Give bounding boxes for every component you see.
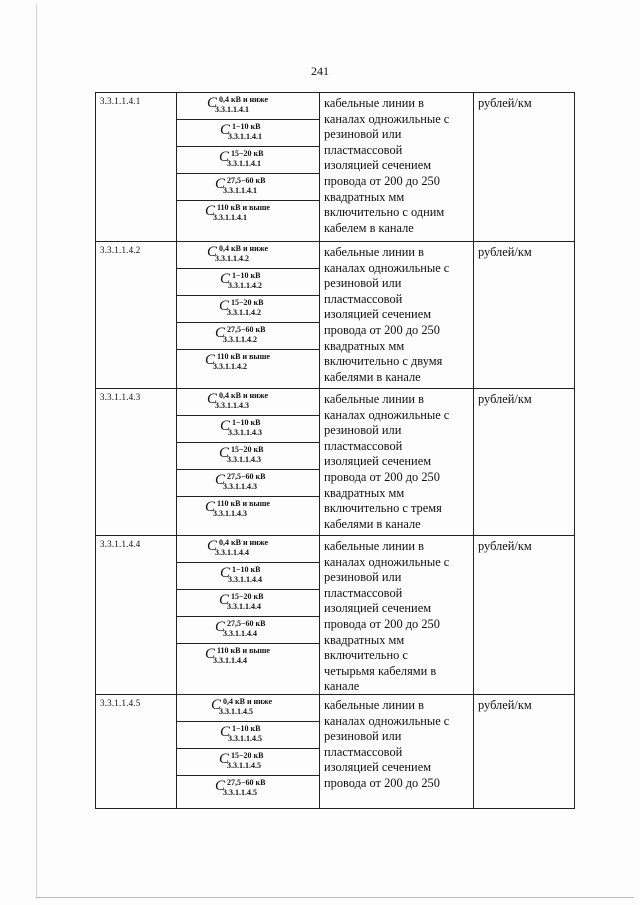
code-subscript: 3.3.1.1.4.4: [215, 548, 249, 557]
description-line: канале: [324, 679, 360, 694]
symbol-letter: C: [207, 391, 218, 407]
rate-symbol: [177, 93, 319, 120]
symbol-letter: C: [207, 95, 218, 111]
row-description: [320, 536, 474, 695]
description-line: кабельные линии в: [324, 539, 425, 553]
description-line: включительно с: [324, 648, 408, 663]
code-subscript: 3.3.1.1.4.2: [228, 281, 262, 290]
rate-symbol: [177, 695, 319, 722]
description-line: пластмассовой: [324, 291, 403, 306]
table-row: [95, 92, 575, 242]
table-row: [95, 695, 575, 809]
description-line: провода от 200 до 250: [324, 173, 440, 188]
row-description: [320, 93, 474, 241]
description-line: каналах одножильные с: [324, 407, 450, 422]
rate-symbol: [177, 749, 319, 776]
symbol-letter: C: [219, 592, 230, 608]
row-unit: рублей/км: [478, 245, 532, 259]
row-code: 3.3.1.1.4.4: [96, 536, 177, 695]
symbol-letter: C: [205, 203, 216, 219]
symbol-letter: C: [205, 646, 216, 662]
rate-symbol: [177, 617, 319, 644]
rate-symbol: [177, 174, 319, 201]
description-line: кабельные линии в: [324, 698, 425, 712]
code-subscript: 3.3.1.1.4.5: [219, 707, 253, 716]
voltage-superscript: 0,4 кВ и ниже: [219, 95, 269, 104]
code-subscript: 3.3.1.1.4.1: [228, 132, 262, 141]
row-code: 3.3.1.1.4.3: [96, 389, 177, 535]
row-code: 3.3.1.1.4.1: [96, 93, 177, 241]
rate-symbol: [177, 389, 319, 416]
description-line: резиновой или: [324, 127, 402, 142]
description-line: четырьмя кабелями в: [324, 663, 437, 678]
description-line: изоляцией сечением: [324, 307, 432, 322]
row-description: [320, 389, 474, 535]
row-unit: рублей/км: [478, 539, 532, 553]
voltage-superscript: 0,4 кВ и ниже: [219, 538, 269, 547]
symbol-letter: C: [219, 751, 230, 767]
voltage-superscript: 1−10 кВ: [232, 418, 261, 427]
rate-symbols-cell: [177, 389, 320, 535]
voltage-superscript: 110 кВ и выше: [217, 203, 270, 212]
code-subscript: 3.3.1.1.4.5: [227, 761, 261, 770]
symbol-letter: C: [215, 325, 226, 341]
code-subscript: 3.3.1.1.4.3: [213, 509, 247, 518]
row-unit: рублей/км: [478, 392, 532, 406]
description-line: резиновой или: [324, 423, 402, 438]
code-subscript: 3.3.1.1.4.4: [228, 575, 262, 584]
rate-symbol: [177, 563, 319, 590]
code-subscript: 3.3.1.1.4.3: [228, 428, 262, 437]
rate-symbol: [177, 416, 319, 443]
symbol-letter: C: [205, 352, 216, 368]
rate-symbol: [177, 147, 319, 174]
symbol-letter: C: [220, 724, 231, 740]
description-line: резиновой или: [324, 570, 402, 585]
code-subscript: 3.3.1.1.4.4: [213, 656, 247, 665]
description-line: изоляцией сечением: [324, 454, 432, 469]
symbol-letter: C: [215, 472, 226, 488]
symbol-letter: C: [220, 271, 231, 287]
description-line: каналах одножильные с: [324, 713, 450, 728]
description-line: изоляцией сечением: [324, 601, 432, 616]
rate-symbol: [177, 201, 319, 227]
rate-symbol: [177, 242, 319, 269]
voltage-superscript: 0,4 кВ и ниже: [219, 244, 269, 253]
symbol-letter: C: [219, 445, 230, 461]
code-subscript: 3.3.1.1.4.3: [227, 455, 261, 464]
symbol-letter: C: [220, 565, 231, 581]
description-line: кабелями в канале: [324, 516, 421, 531]
description-line: провода от 200 до 250: [324, 616, 440, 631]
voltage-superscript: 110 кВ и выше: [217, 646, 270, 655]
symbol-letter: C: [207, 538, 218, 554]
description-line: включительно с одним: [324, 205, 445, 220]
code-subscript: 3.3.1.1.4.4: [227, 602, 261, 611]
code-subscript: 3.3.1.1.4.2: [223, 335, 257, 344]
voltage-superscript: 1−10 кВ: [232, 724, 261, 733]
code-subscript: 3.3.1.1.4.3: [215, 401, 249, 410]
scan-bottom-line: [36, 897, 634, 898]
voltage-superscript: 0,4 кВ и ниже: [219, 391, 269, 400]
description-line: включительно с тремя: [324, 501, 442, 516]
symbol-letter: C: [211, 697, 222, 713]
row-description: [320, 695, 474, 808]
row-description: [320, 242, 474, 388]
description-line: провода от 200 до 250: [324, 775, 440, 790]
rate-symbol: [177, 776, 319, 802]
description-line: пластмассовой: [324, 438, 403, 453]
row-unit: рублей/км: [478, 96, 532, 110]
code-subscript: 3.3.1.1.4.3: [223, 482, 257, 491]
description-line: кабельные линии в: [324, 245, 425, 259]
voltage-superscript: 15−20 кВ: [231, 592, 264, 601]
voltage-superscript: 27,5−60 кВ: [227, 619, 266, 628]
description-line: резиновой или: [324, 729, 402, 744]
rate-symbol: [177, 323, 319, 350]
code-subscript: 3.3.1.1.4.1: [227, 159, 261, 168]
rate-symbol: [177, 350, 319, 376]
page-number: 241: [311, 64, 329, 78]
rate-symbols-cell: [177, 93, 320, 241]
symbol-letter: C: [219, 149, 230, 165]
code-subscript: 3.3.1.1.4.1: [213, 213, 247, 222]
description-line: изоляцией сечением: [324, 158, 432, 173]
table-row: [95, 389, 575, 536]
symbol-letter: C: [215, 619, 226, 635]
description-line: кабельные линии в: [324, 96, 425, 110]
voltage-superscript: 15−20 кВ: [231, 149, 264, 158]
description-line: провода от 200 до 250: [324, 469, 440, 484]
code-subscript: 3.3.1.1.4.1: [215, 105, 249, 114]
description-line: квадратных мм: [324, 485, 405, 500]
symbol-letter: C: [220, 418, 231, 434]
voltage-superscript: 15−20 кВ: [231, 298, 264, 307]
voltage-superscript: 27,5−60 кВ: [227, 176, 266, 185]
rate-symbol: [177, 644, 319, 670]
rate-symbol: [177, 590, 319, 617]
description-line: кабельные линии в: [324, 392, 425, 406]
description-line: резиновой или: [324, 276, 402, 291]
rate-symbols-cell: [177, 695, 320, 808]
voltage-superscript: 15−20 кВ: [231, 445, 264, 454]
rate-symbols-cell: [177, 242, 320, 388]
description-line: пластмассовой: [324, 142, 403, 157]
scan-edge-line: [36, 4, 37, 899]
rate-symbol: [177, 296, 319, 323]
voltage-superscript: 1−10 кВ: [232, 565, 261, 574]
voltage-superscript: 110 кВ и выше: [217, 352, 270, 361]
code-subscript: 3.3.1.1.4.2: [213, 362, 247, 371]
voltage-superscript: 110 кВ и выше: [217, 499, 270, 508]
description-line: пластмассовой: [324, 744, 403, 759]
code-subscript: 3.3.1.1.4.2: [215, 254, 249, 263]
description-line: включительно с двумя: [324, 354, 443, 369]
row-code: 3.3.1.1.4.2: [96, 242, 177, 388]
description-line: кабелями в канале: [324, 369, 421, 384]
voltage-superscript: 27,5−60 кВ: [227, 472, 266, 481]
description-line: пластмассовой: [324, 585, 403, 600]
rate-symbol: [177, 269, 319, 296]
symbol-letter: C: [207, 244, 218, 260]
symbol-letter: C: [219, 298, 230, 314]
symbol-letter: C: [220, 122, 231, 138]
voltage-superscript: 27,5−60 кВ: [227, 325, 266, 334]
voltage-superscript: 0,4 кВ и ниже: [223, 697, 273, 706]
voltage-superscript: 27,5−60 кВ: [227, 778, 266, 787]
table-row: [95, 536, 575, 695]
code-subscript: 3.3.1.1.4.2: [227, 308, 261, 317]
rate-symbol: [177, 722, 319, 749]
code-subscript: 3.3.1.1.4.1: [223, 186, 257, 195]
rate-symbol: [177, 497, 319, 523]
symbol-letter: C: [215, 176, 226, 192]
description-line: каналах одножильные с: [324, 554, 450, 569]
rate-symbol: [177, 443, 319, 470]
description-line: квадратных мм: [324, 189, 405, 204]
table-row: [95, 242, 575, 389]
tariff-table: [95, 92, 575, 809]
row-unit: рублей/км: [478, 698, 532, 712]
rate-symbol: [177, 120, 319, 147]
row-code: 3.3.1.1.4.5: [96, 695, 177, 808]
description-line: каналах одножильные с: [324, 111, 450, 126]
description-line: квадратных мм: [324, 632, 405, 647]
voltage-superscript: 15−20 кВ: [231, 751, 264, 760]
description-line: кабелем в канале: [324, 220, 414, 235]
symbol-letter: C: [215, 778, 226, 794]
symbol-letter: C: [205, 499, 216, 515]
code-subscript: 3.3.1.1.4.5: [228, 734, 262, 743]
code-subscript: 3.3.1.1.4.5: [223, 788, 257, 797]
description-line: квадратных мм: [324, 338, 405, 353]
rate-symbol: [177, 536, 319, 563]
description-line: провода от 200 до 250: [324, 322, 440, 337]
voltage-superscript: 1−10 кВ: [232, 122, 261, 131]
description-line: изоляцией сечением: [324, 760, 432, 775]
voltage-superscript: 1−10 кВ: [232, 271, 261, 280]
description-line: каналах одножильные с: [324, 260, 450, 275]
code-subscript: 3.3.1.1.4.4: [223, 629, 257, 638]
rate-symbols-cell: [177, 536, 320, 695]
rate-symbol: [177, 470, 319, 497]
